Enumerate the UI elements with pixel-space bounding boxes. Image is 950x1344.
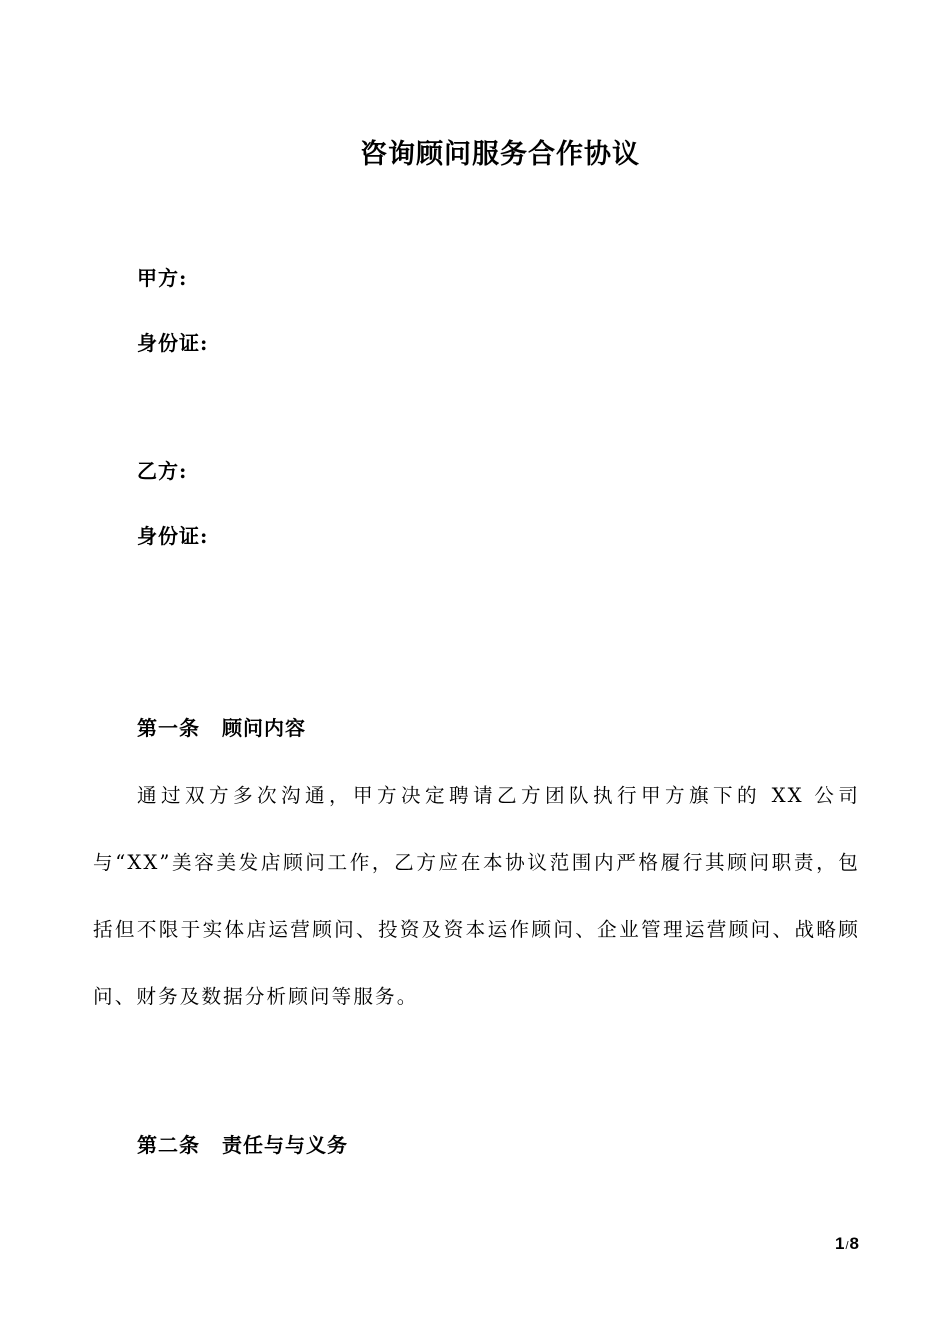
section-2-number: 第二条 — [137, 1133, 200, 1157]
section-1-title: 顾问内容 — [222, 716, 306, 740]
page-number — [835, 1234, 859, 1254]
section-1-body: 通过双方多次沟通，甲方决定聘请乙方团队执行甲方旗下的 XX 公司与“XX”美容美发店顾问工作，乙方应在本协议范围内严格履行其顾问职责，包括但不限于实体店运营顾问、投资及资本运作顾问、企业管理运营顾问、战略顾问、财务及数据分析顾问等服务。 — [93, 784, 860, 1008]
section-2-title: 责任与与义务 — [222, 1133, 348, 1157]
document-title: 咨询顾问服务合作协议 — [360, 139, 640, 170]
party-a-id-label: 身份证: — [137, 331, 209, 355]
party-a-label: 甲方: — [137, 266, 188, 290]
page-total: 8 — [849, 1234, 859, 1253]
page-current: 1 — [835, 1234, 845, 1253]
party-b-id-label: 身份证: — [137, 524, 209, 548]
section-1-heading — [137, 712, 306, 741]
section-1-number: 第一条 — [137, 716, 200, 740]
section-2-heading — [137, 1129, 348, 1158]
page-separator: / — [845, 1240, 849, 1252]
party-b-label: 乙方: — [137, 459, 188, 483]
